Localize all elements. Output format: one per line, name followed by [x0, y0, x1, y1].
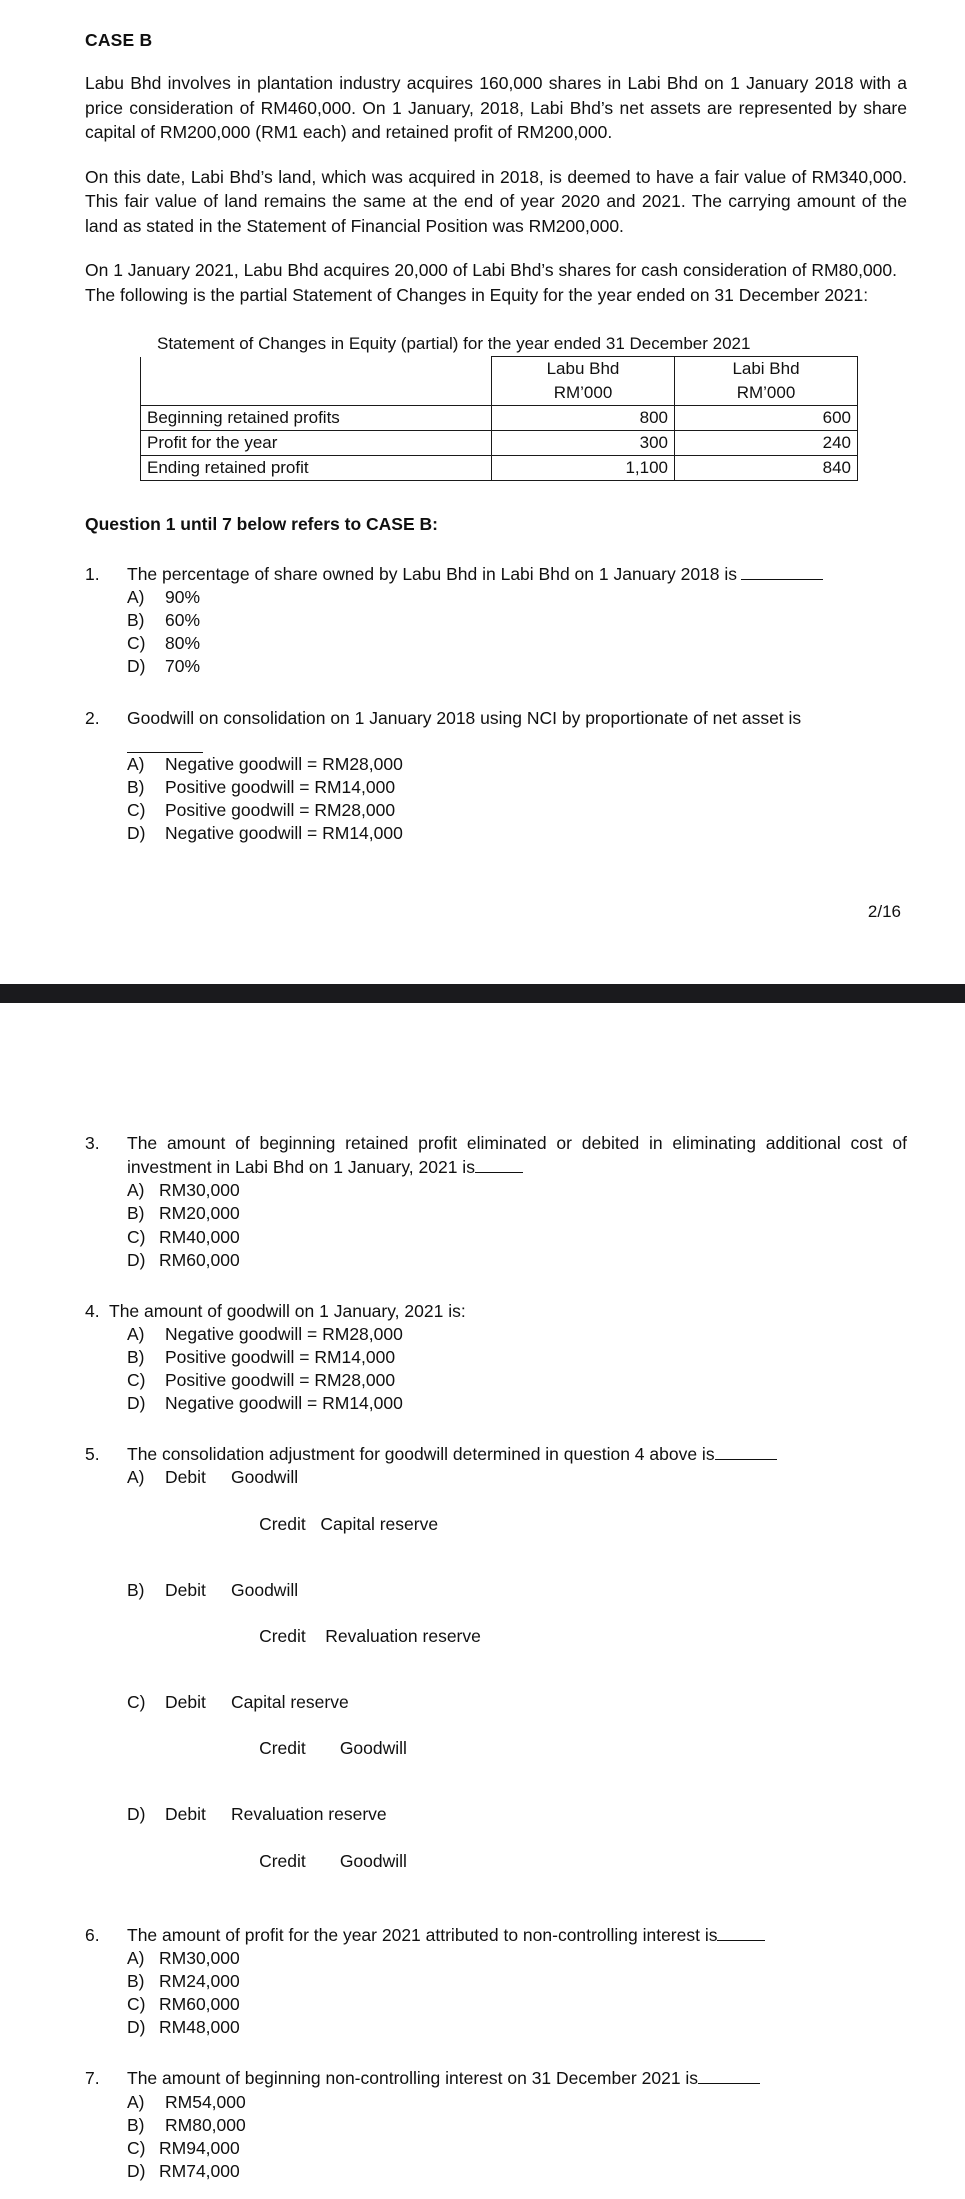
option-c-text: RM94,000: [159, 2137, 240, 2158]
option-d-letter: D): [127, 1249, 146, 1270]
question-2-stem-text: Goodwill on consolidation on 1 January 2018 using NCI by proportionate of net asset is: [127, 707, 802, 728]
option-a[interactable]: [127, 1179, 907, 1202]
option-a-debit-label: Debit: [165, 1467, 206, 1488]
option-a[interactable]: [127, 586, 907, 609]
option-c-text: 80%: [165, 633, 201, 654]
option-b[interactable]: [127, 776, 907, 799]
option-a[interactable]: [127, 2091, 907, 2114]
row-value-labi: 600: [675, 406, 858, 431]
option-d-letter: D): [127, 822, 146, 843]
option-c-text: RM40,000: [159, 1226, 240, 1247]
table-header-labu: Labu Bhd: [492, 357, 675, 382]
option-c-letter: C): [127, 799, 146, 820]
option-b-letter: B): [127, 776, 145, 797]
question-1-number: 1.: [85, 564, 100, 584]
option-d-letter: D): [127, 2160, 146, 2181]
option-d-text: RM74,000: [159, 2160, 240, 2181]
option-a-text: RM30,000: [159, 1180, 240, 1201]
option-d-text: 70%: [165, 656, 201, 677]
option-a-letter: A): [127, 1180, 145, 1201]
question-2: [85, 679, 907, 846]
option-a[interactable]: [127, 753, 907, 776]
option-c-letter: C): [127, 1226, 146, 1247]
statement-of-changes-in-equity-table: [140, 356, 858, 481]
document-page-2: [0, 1131, 965, 2199]
row-label: Ending retained profit: [141, 456, 492, 481]
page-separator-bar: [0, 984, 965, 1003]
option-a-text: RM30,000: [159, 1947, 240, 1968]
case-paragraph-1: Labu Bhd involves in plantation industry acquires 160,000 shares in Labi Bhd on 1 January 2018 with a price consideration of RM460,000. On 1 January, 2018, Labi Bhd’s net assets are represented by share capital of RM200,000 (RM1 each) and retained profit of RM200,000.: [85, 73, 907, 142]
option-c[interactable]: [127, 1369, 907, 1392]
option-c-letter: C): [127, 633, 146, 654]
row-label: Profit for the year: [141, 431, 492, 456]
answer-blank: [715, 1443, 777, 1460]
option-a-letter: A): [127, 1323, 145, 1344]
option-a-text: Negative goodwill = RM28,000: [165, 753, 403, 774]
option-a-text: 90%: [165, 587, 201, 608]
question-4-stem: The amount of goodwill on 1 January, 2021 is:: [109, 1300, 466, 1321]
option-a[interactable]: [127, 1323, 907, 1346]
option-a-text: RM54,000: [165, 2091, 246, 2112]
option-b[interactable]: [127, 1346, 907, 1369]
document-bottom-space: [85, 2183, 907, 2199]
table-row: [141, 456, 858, 481]
option-b-text: Positive goodwill = RM14,000: [165, 1346, 396, 1367]
question-3-options: [127, 1179, 907, 1271]
option-b-text: RM80,000: [165, 2114, 246, 2135]
question-2-options: [127, 753, 907, 845]
option-c-debit-account: Capital reserve: [231, 1692, 349, 1713]
option-c-letter: C): [127, 1994, 146, 2015]
option-d-letter: D): [127, 1393, 146, 1414]
option-c[interactable]: [127, 1993, 907, 2016]
option-c-text: Positive goodwill = RM28,000: [165, 799, 396, 820]
option-b-letter: B): [127, 1579, 145, 1600]
option-a-letter: A): [127, 1947, 145, 1968]
option-a[interactable]: [127, 1947, 907, 1970]
option-d-letter: D): [127, 656, 146, 677]
table-header-blank-cell: [141, 357, 492, 382]
soce-table-block: [85, 307, 907, 481]
option-c-letter: C): [127, 1370, 146, 1391]
option-d-credit-spacer: [306, 1851, 340, 1871]
question-6-stem-text: The amount of profit for the year 2021 attributed to non-controlling interest is: [127, 1924, 718, 1945]
question-7-options: [127, 2091, 907, 2183]
question-1-options: [127, 586, 907, 678]
question-5-options: [127, 1466, 907, 1896]
option-c-credit-account: Goodwill: [339, 1738, 407, 1759]
option-a-credit-label: Credit: [259, 1513, 306, 1534]
question-4-number: 4.: [85, 1300, 100, 1321]
option-b-debit-account: Goodwill: [231, 1579, 299, 1600]
option-a-debit-account: Goodwill: [231, 1467, 299, 1488]
question-1-stem: [127, 562, 907, 586]
soce-table-caption: Statement of Changes in Equity (partial) for the year ended 31 December 2021: [157, 334, 751, 353]
case-title: CASE B: [85, 30, 153, 50]
option-d-text: Negative goodwill = RM14,000: [165, 1393, 403, 1414]
row-value-labi: 240: [675, 431, 858, 456]
option-d[interactable]: [127, 1803, 907, 1895]
question-3-stem-text: The amount of beginning retained profit eliminated or debited in eliminating additional cost of investment in Labi Bhd on 1 January, 2021 is: [127, 1133, 907, 1178]
table-row: [141, 431, 858, 456]
answer-blank: [127, 736, 203, 753]
page-top-gap: [0, 1003, 965, 1131]
option-a-text: Negative goodwill = RM28,000: [165, 1323, 403, 1344]
page-number: 2/16: [867, 902, 901, 922]
option-d[interactable]: [127, 2016, 907, 2039]
question-6-stem: [127, 1923, 907, 1947]
option-b-credit-label: Credit: [259, 1625, 306, 1646]
option-b-debit-label: Debit: [165, 1579, 206, 1600]
question-4-options: [109, 1323, 907, 1415]
question-7-stem: [127, 2066, 907, 2090]
option-c-credit-label: Credit: [259, 1738, 306, 1759]
option-a-letter: A): [127, 753, 145, 774]
option-c[interactable]: [127, 1691, 907, 1783]
question-1-stem-text: The percentage of share owned by Labu Bhd in Labi Bhd on 1 January 2018 is: [127, 564, 738, 584]
option-b-letter: B): [127, 1346, 145, 1367]
option-d-debit-account: Revaluation reserve: [231, 1804, 387, 1825]
table-header-labu-units: RM’000: [492, 381, 675, 406]
option-c-debit-label: Debit: [165, 1692, 206, 1713]
question-3-stem: [127, 1131, 907, 1179]
option-a-letter: A): [127, 2091, 145, 2112]
question-7-stem-text: The amount of beginning non-controlling interest on 31 December 2021 is: [127, 2068, 699, 2089]
questions-heading: Question 1 until 7 below refers to CASE B:: [85, 514, 438, 534]
option-d-letter: D): [127, 2017, 146, 2038]
question-5-number: 5.: [85, 1444, 100, 1465]
option-a-letter: A): [127, 1467, 145, 1488]
row-label: Beginning retained profits: [141, 406, 492, 431]
option-b[interactable]: [127, 1579, 907, 1671]
table-header-blank-cell-2: [141, 381, 492, 406]
option-a-credit-spacer: [306, 1514, 321, 1534]
question-6: [85, 1896, 907, 2040]
option-d-credit-label: Credit: [259, 1850, 306, 1871]
option-b-credit-account: Revaluation reserve: [325, 1625, 481, 1646]
table-header-labi-units: RM’000: [675, 381, 858, 406]
option-c-letter: C): [127, 2137, 146, 2158]
table-header-row-1: [141, 357, 858, 382]
answer-blank: [741, 563, 823, 580]
option-a-letter: A): [127, 587, 145, 608]
option-b-credit-spacer: [306, 1626, 325, 1646]
case-paragraph-2: On this date, Labi Bhd’s land, which was acquired in 2018, is deemed to have a fair value of RM340,000. This fair value of land remains the same at the end of year 2020 and 2021. The carrying amount of the land as stated in the Statement of Financial Position was RM200,000.: [85, 166, 907, 236]
question-6-options: [127, 1947, 907, 2039]
question-2-stem: [127, 706, 907, 753]
row-value-labu: 300: [492, 431, 675, 456]
answer-blank: [698, 2067, 760, 2084]
question-3: [85, 1131, 907, 1272]
option-b[interactable]: [127, 1202, 907, 1225]
option-b-text: 60%: [165, 610, 201, 631]
option-d[interactable]: [127, 822, 907, 845]
option-d-credit-account: Goodwill: [339, 1850, 407, 1871]
answer-blank: [475, 1156, 523, 1173]
question-2-number: 2.: [85, 707, 100, 728]
option-a[interactable]: [127, 1466, 907, 1558]
option-d-letter: D): [127, 1804, 146, 1825]
option-c-credit-spacer: [306, 1738, 340, 1758]
option-b[interactable]: [127, 609, 907, 632]
question-4: [85, 1272, 907, 1416]
option-d[interactable]: [127, 655, 907, 678]
row-value-labu: 1,100: [492, 456, 675, 481]
question-6-number: 6.: [85, 1924, 100, 1945]
option-b-text: RM24,000: [159, 1971, 240, 1992]
row-value-labi: 840: [675, 456, 858, 481]
option-a-credit-account: Capital reserve: [320, 1513, 439, 1534]
option-c[interactable]: [127, 2137, 907, 2160]
question-7-number: 7.: [85, 2068, 100, 2089]
case-paragraph-3: On 1 January 2021, Labu Bhd acquires 20,000 of Labi Bhd’s shares for cash consideration of RM80,000. The following is the partial Statement of Changes in Equity for the year ended on 31 December 2021:: [85, 260, 898, 305]
option-d[interactable]: [127, 1249, 907, 1272]
option-c-letter: C): [127, 1692, 146, 1713]
page-bottom-gap: [0, 922, 965, 984]
option-c[interactable]: [127, 799, 907, 822]
option-c-text: Positive goodwill = RM28,000: [165, 1370, 396, 1391]
option-d-debit-label: Debit: [165, 1804, 206, 1825]
table-header-labi: Labi Bhd: [675, 357, 858, 382]
option-b-text: RM20,000: [159, 1203, 240, 1224]
option-b-letter: B): [127, 1971, 145, 1992]
question-5-stem: [127, 1442, 907, 1466]
option-d-text: RM60,000: [159, 1249, 240, 1270]
option-b-letter: B): [127, 2114, 145, 2135]
option-c-text: RM60,000: [159, 1994, 240, 2015]
question-5-stem-text: The consolidation adjustment for goodwill determined in question 4 above is: [127, 1444, 715, 1465]
row-value-labu: 800: [492, 406, 675, 431]
answer-blank: [717, 1924, 765, 1941]
question-5: [85, 1415, 907, 1896]
table-header-row-2: [141, 381, 858, 406]
option-d[interactable]: [127, 2160, 907, 2183]
option-d[interactable]: [127, 1392, 907, 1415]
option-b-text: Positive goodwill = RM14,000: [165, 776, 396, 797]
table-row: [141, 406, 858, 431]
option-c[interactable]: [127, 632, 907, 655]
option-b[interactable]: [127, 1970, 907, 1993]
option-d-text: RM48,000: [159, 2017, 240, 2038]
option-b[interactable]: [127, 2114, 907, 2137]
question-3-number: 3.: [85, 1133, 100, 1154]
question-1: [85, 535, 907, 679]
option-c[interactable]: [127, 1226, 907, 1249]
option-b-letter: B): [127, 610, 145, 631]
option-b-letter: B): [127, 1203, 145, 1224]
option-d-text: Negative goodwill = RM14,000: [165, 822, 403, 843]
question-7: [85, 2039, 907, 2183]
